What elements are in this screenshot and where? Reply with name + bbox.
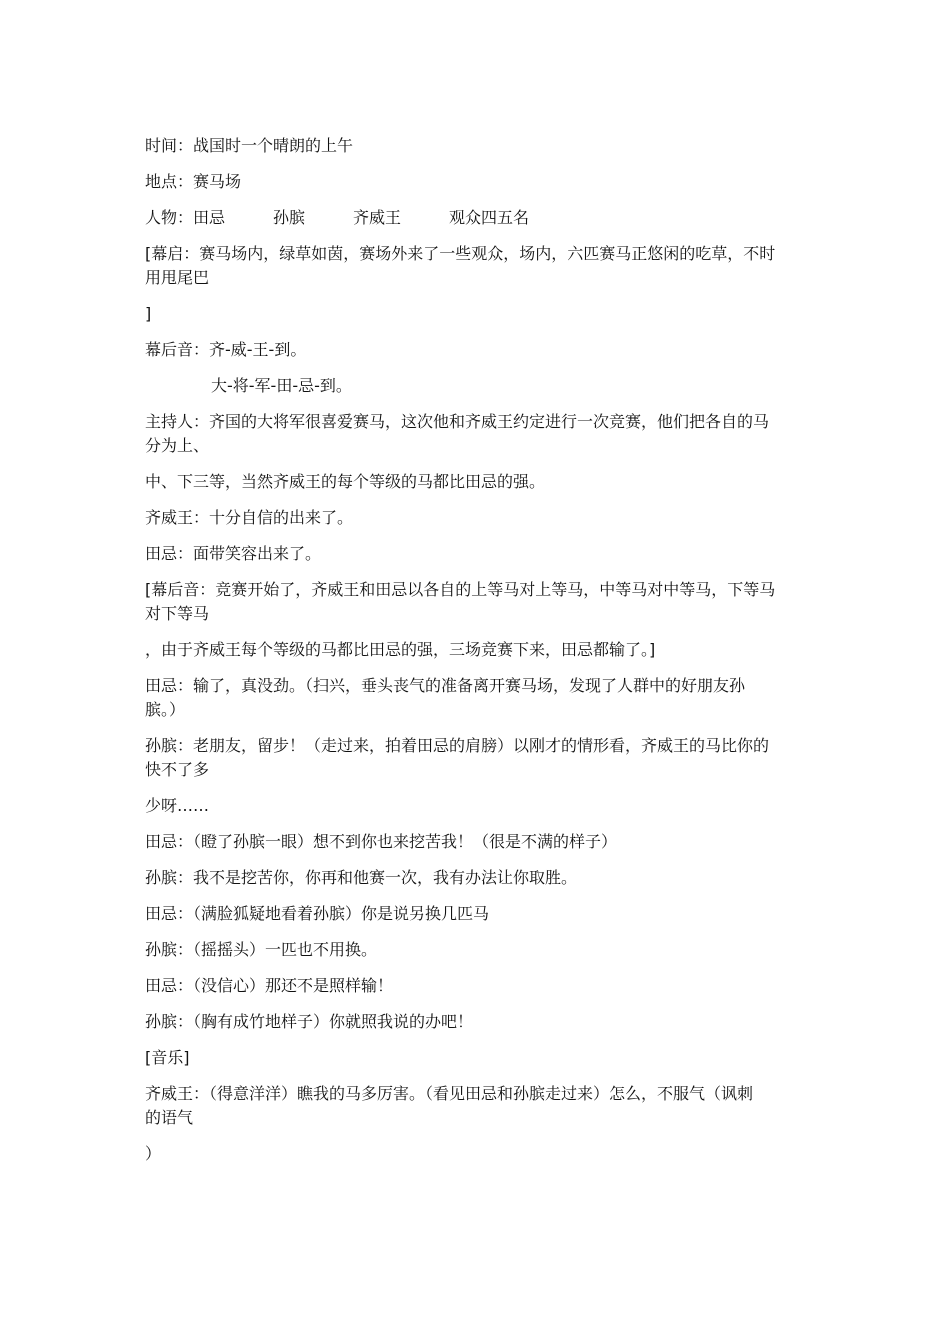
dialogue-line: 孙膑：（胸有成竹地样子）你就照我说的办吧！ xyxy=(145,1012,474,1031)
dialogue-line: 田忌：（满脸狐疑地看着孙膑）你是说另换几匹马 xyxy=(145,904,490,923)
dialogue-line: 快不了多 xyxy=(145,760,210,779)
dialogue-line: 主持人：齐国的大将军很喜爱赛马，这次他和齐威王约定进行一次竞赛，他们把各自的马 xyxy=(145,412,770,431)
dialogue-line: 孙膑：我不是挖苦你，你再和他赛一次，我有办法让你取胜。 xyxy=(145,868,578,887)
characters-line: 人物：田忌 孙膑 齐威王 观众四五名 xyxy=(145,208,530,227)
script-page xyxy=(145,134,815,1178)
dialogue-line: 齐威王：（得意洋洋）瞧我的马多厉害。（看见田忌和孙膑走过来）怎么，不服气（讽刺 xyxy=(145,1084,754,1103)
dialogue-line: 田忌：（没信心）那还不是照样输！ xyxy=(145,976,394,995)
dialogue-line: 的语气 xyxy=(145,1108,194,1127)
stage-direction-line: [幕启：赛马场内，绿草如茵，赛场外来了一些观众，场内，六匹赛马正悠闲的吃草，不时 xyxy=(145,244,776,263)
place-line: 地点：赛马场 xyxy=(145,172,242,191)
music-cue: [音乐] xyxy=(145,1048,190,1067)
stage-direction-close: ] xyxy=(145,304,152,323)
offstage-voice-line: 大-将-军-田-忌-到。 xyxy=(211,376,352,395)
dialogue-line: 齐威王：十分自信的出来了。 xyxy=(145,508,354,527)
dialogue-line: 田忌：（瞪了孙膑一眼）想不到你也来挖苦我！（很是不满的样子） xyxy=(145,832,618,851)
sunbin-speech xyxy=(145,734,815,782)
dialogue-line: 少呀…… xyxy=(145,796,210,815)
stage-direction-line: ，由于齐威王每个等级的马都比田忌的强，三场竞赛下来，田忌都输了。] xyxy=(145,640,656,659)
dialogue-line: 中、下三等，当然齐威王的每个等级的马都比田忌的强。 xyxy=(145,472,546,491)
tianji-speech xyxy=(145,674,815,722)
host-speech xyxy=(145,410,815,458)
king-speech xyxy=(145,1082,815,1130)
stage-direction-opening xyxy=(145,242,815,290)
dialogue-line: 膑。） xyxy=(145,700,186,719)
offstage-voice-line: 幕后音：齐-威-王-到。 xyxy=(145,340,307,359)
stage-direction-line: 对下等马 xyxy=(145,604,210,623)
stage-direction-line: [幕后音：竞赛开始了，齐威王和田忌以各自的上等马对上等马，中等马对中等马，下等马 xyxy=(145,580,776,599)
dialogue-line: 田忌：面带笑容出来了。 xyxy=(145,544,322,563)
stage-direction-line: 用甩尾巴 xyxy=(145,268,210,287)
dialogue-line: 孙膑：（摇摇头）一匹也不用换。 xyxy=(145,940,378,959)
dialogue-line: 田忌：输了，真没劲。（扫兴，垂头丧气的准备离开赛马场，发现了人群中的好朋友孙 xyxy=(145,676,746,695)
time-line: 时间：战国时一个晴朗的上午 xyxy=(145,136,354,155)
dialogue-line: ） xyxy=(145,1144,162,1163)
stage-direction-race xyxy=(145,578,815,626)
dialogue-line: 分为上、 xyxy=(145,436,210,455)
dialogue-line: 孙膑：老朋友，留步！（走过来，拍着田忌的肩膀）以刚才的情形看，齐威王的马比你的 xyxy=(145,736,770,755)
